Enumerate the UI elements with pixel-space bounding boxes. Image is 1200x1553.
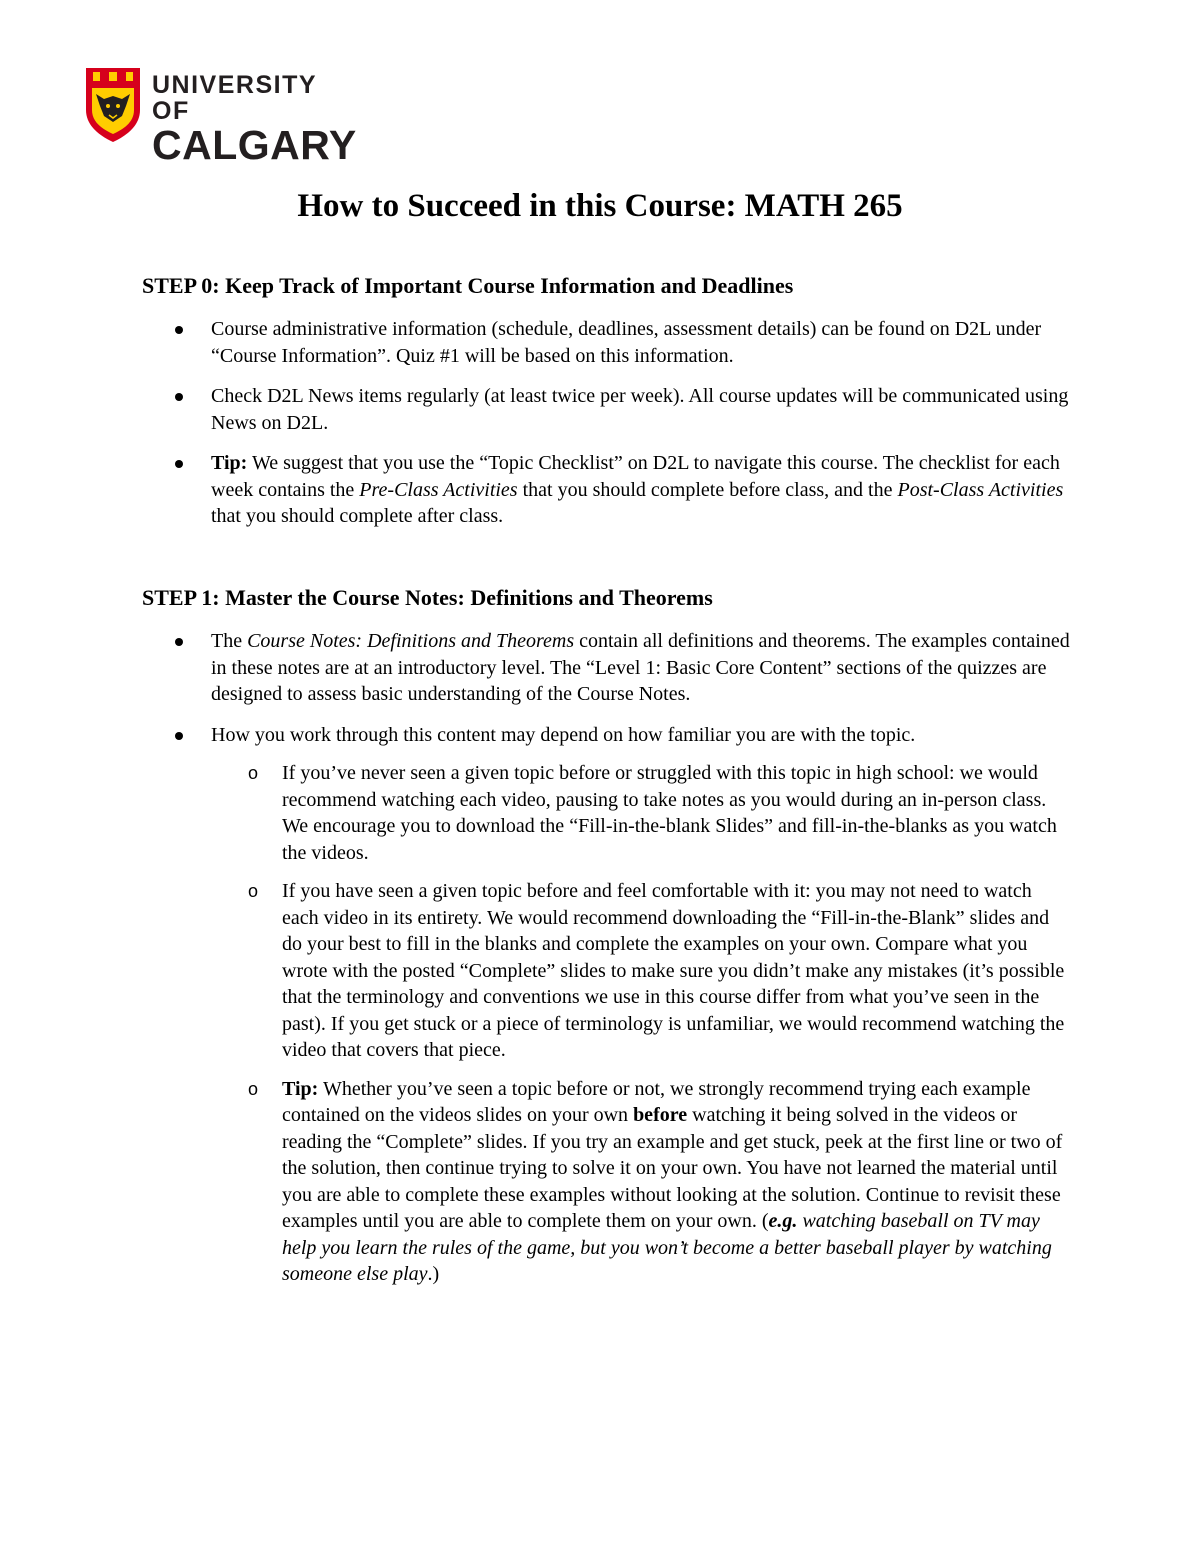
step0-bullet2-text: Check D2L News items regularly (at least twice per week). All course updates will be communicated using News on D2L. — [211, 385, 1069, 434]
logo-wordmark — [152, 71, 357, 168]
sub2-text: If you have seen a given topic before and feel comfortable with it: you may not need to watch each video in its entirety. We would recommend downloading the “Fill-in-the-Blank” slides and do your best to fill in the blanks and complete the examples on your own. Compare what you wrote with the posted “Complete” slides to make sure you didn’t make any mistakes (it’s possible that the terminology and conventions we use in this course differ from what you’ve seen in the past). If you get stuck or a piece of terminology is unfamiliar, we would recommend watching the video that covers that piece. — [282, 880, 1065, 1061]
text-run: We suggest that you use the “Topic Checklist” on D2L to navigate this course. The checklist for each week contains the — [211, 452, 1060, 501]
tip-label: Tip: — [282, 1077, 319, 1100]
bold-text: before — [633, 1104, 688, 1126]
circle-bullet-icon: o — [248, 763, 259, 783]
list-item — [142, 760, 1072, 866]
step1-list — [142, 628, 1072, 748]
step0-list — [142, 316, 1072, 530]
text-run: that you should complete after class. — [211, 505, 504, 527]
text-run: Whether you’ve seen a topic before or not, we strongly recommend trying each example contained on the videos slides on your own — [282, 1077, 1031, 1126]
emphasis-text: Post-Class Activities — [897, 478, 1064, 501]
sub1-text: If you’ve never seen a given topic before or struggled with this topic in high school: we would recommend watching each video, pausing to take notes as you would during an in-person class. We encourage you to download the “Fill-in-the-blank Slides” and fill-in-the-blanks as you watch the videos. — [282, 762, 1057, 864]
university-logo — [84, 66, 357, 168]
step0-section — [142, 272, 1072, 530]
text-run: that you should complete before class, and the — [517, 478, 898, 501]
list-item — [142, 316, 1072, 369]
circle-bullet-icon: o — [248, 881, 259, 901]
emphasis-text: Pre-Class Activities — [359, 478, 518, 501]
step1-bullet2-text: How you work through this content may depend on how familiar you are with the topic. — [211, 723, 916, 746]
page-title: How to Succeed in this Course: MATH 265 — [297, 188, 903, 224]
list-item — [142, 450, 1072, 530]
bullet-icon — [175, 638, 183, 646]
shield-crest-icon — [84, 66, 142, 144]
step1-heading: STEP 1: Master the Course Notes: Definitions and Theorems — [142, 585, 713, 610]
step0-bullet1-text: Course administrative information (schedule, deadlines, assessment details) can be found on D2L under “Course Information”. Quiz #1 will be based on this information. — [211, 318, 1042, 367]
bullet-icon — [175, 393, 183, 401]
list-item — [142, 1076, 1072, 1288]
text-run: .) — [427, 1263, 440, 1285]
bullet-icon — [175, 460, 183, 468]
logo-line-1: UNIVERSITY OF — [152, 71, 317, 125]
circle-bullet-icon: o — [248, 1078, 259, 1099]
list-item — [142, 383, 1072, 436]
text-run: contain all definitions and theorems. The examples contained in these notes are at an introductory level. The “Level 1: Basic Core Content” sections of the quizzes are designed to assess basic understanding of the Course Notes. — [211, 630, 1070, 705]
emphasis-text: e.g. — [768, 1210, 798, 1232]
step1-sublist — [142, 760, 1072, 1288]
text-run: watching it being solved in the videos or reading the “Complete” slides. If you try an example and get stuck, peek at the first line or two of the solution, then continue trying to solve it on your own. You have not learned the material until you are able to complete these examples without looking at the solution. Continue to revisit these examples until you are able to complete them on your own. ( — [282, 1104, 1063, 1232]
list-item — [142, 628, 1072, 708]
step0-heading: STEP 0: Keep Track of Important Course Information and Deadlines — [142, 273, 794, 298]
bullet-icon — [175, 732, 183, 740]
step1-section — [142, 584, 1072, 1288]
emphasis-text: watching baseball on TV may help you learn the rules of the game, but you won’t become a better baseball player by watching someone else play — [282, 1210, 1052, 1285]
list-item — [142, 878, 1072, 1064]
emphasis-text: Course Notes: Definitions and Theorems — [247, 630, 575, 652]
tip-label: Tip: — [211, 452, 248, 474]
list-item — [142, 722, 1072, 749]
logo-line-2: CALGARY — [152, 122, 357, 168]
bullet-icon — [175, 326, 183, 334]
text-run: The — [211, 630, 248, 652]
